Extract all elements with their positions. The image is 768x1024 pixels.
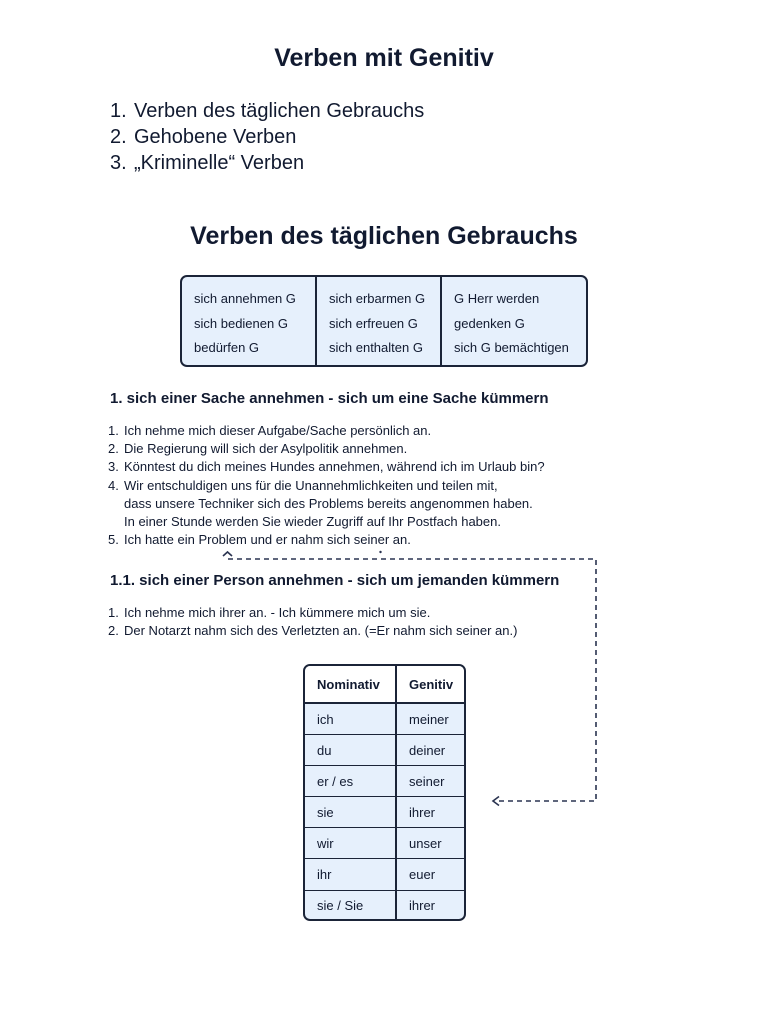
list-item-text: Ich nehme mich dieser Aufgabe/Sache persönlich an. [124,423,432,438]
table-cell-genitiv: meiner [409,711,449,727]
verb-entry: sich bedienen G [194,315,288,331]
list-item-number: 1. [108,605,119,620]
connector-dot [379,551,381,553]
list-item-text: Ich hatte ein Problem und er nahm sich seiner an. [124,532,411,548]
toc-item-number: 3. [110,152,127,174]
table-cell-nominativ: ich [305,703,396,735]
list-item-number: 3. [108,459,119,475]
table-cell-genitiv: unser [396,828,464,859]
table-cell-genitiv: ihrer [396,890,464,921]
toc-item-label: Verben des täglichen Gebrauchs [134,100,425,122]
arrow-head-left-icon [493,797,499,806]
verb-entry: bedürfen G [194,340,260,355]
list-item-number: 1. [108,423,119,438]
verb-entry: sich erfreuen G [329,315,418,331]
page-title: Verben mit Genitiv [274,44,494,72]
table-cell-genitiv: euer [396,859,464,890]
list-item-number: 2. [108,623,119,639]
verb-entry: G Herr werden [454,291,540,306]
verb-entry: sich erbarmen G [329,291,426,306]
list-item-text: Die Regierung will sich der Asylpolitik annehmen. [124,441,408,457]
list-item-line: In einer Stunde werden Sie wieder Zugriff auf Ihr Postfach haben. [124,514,501,530]
table-cell-genitiv: deiner [396,735,464,766]
toc-item-number: 2. [110,126,127,148]
list-item-number: 4. [108,477,119,493]
verb-entry: sich G bemächtigen [454,340,569,355]
list-item-line: Wir entschuldigen uns für die Unannehmlichkeiten und teilen mit, [124,477,498,493]
table-cell-nominativ: er / es [305,766,396,797]
table-cell-nominativ: du [305,735,396,766]
list-item-line: dass unsere Techniker sich des Problems bereits angenommen haben. [124,495,533,511]
column-header-genitiv: Genitiv [396,666,464,703]
dashed-connector-line [228,559,596,801]
column-header-nominativ: Nominativ [305,666,396,703]
table-cell-nominativ: sie [305,797,396,828]
list-item-text: Könntest du dich meines Hundes annehmen, während ich im Urlaub bin? [124,459,545,475]
table-cell-genitiv: ihrer [396,797,464,828]
list-item-number: 2. [108,441,119,457]
arrow-head-up-icon [223,552,232,556]
list-item-text: Ich nehme mich ihrer an. - Ich kümmere mich um sie. [124,605,431,620]
list-item-number: 5. [108,532,119,548]
subsection-heading: 1. sich einer Sache annehmen - sich um eine Sache kümmern [110,390,549,407]
toc-item-label: „Kriminelle“ Verben [134,152,305,174]
subsection-heading: 1.1. sich einer Person annehmen - sich um jemanden kümmern [110,572,560,589]
table-cell-nominativ: ihr [305,859,396,890]
toc-item-number: 1. [110,100,127,122]
verb-entry: gedenken G [454,315,525,331]
table-cell-nominativ: wir [305,828,396,859]
table-cell-genitiv: seiner [396,766,464,797]
verb-entry: sich annehmen G [194,291,296,306]
section-title: Verben des täglichen Gebrauchs [190,222,578,250]
table-cell-nominativ: sie / Sie [305,890,396,921]
verb-entry: sich enthalten G [329,340,423,355]
toc-item-label: Gehobene Verben [134,126,297,148]
list-item-text: Der Notarzt nahm sich des Verletzten an. (=Er nahm sich seiner an.) [124,623,518,639]
